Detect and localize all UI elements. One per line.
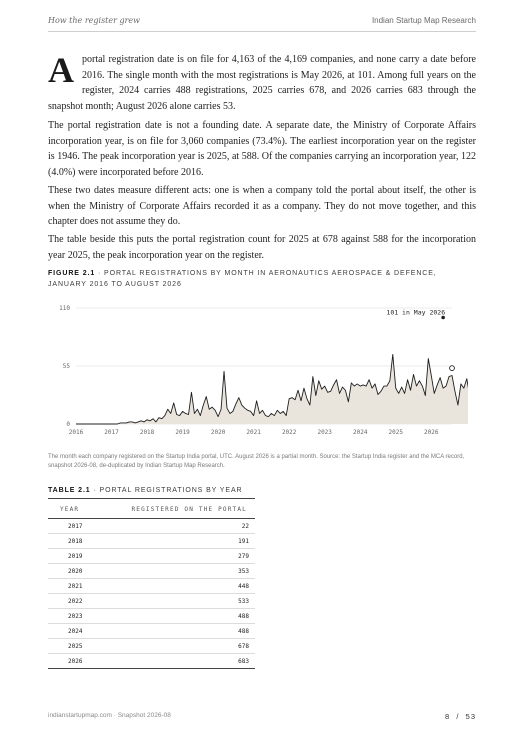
registrations-by-year-table xyxy=(48,498,255,669)
table-row xyxy=(48,534,255,549)
publication-name: Indian Startup Map Research xyxy=(371,16,476,25)
registered-count-cell: 191 xyxy=(97,534,255,549)
registered-count-cell: 683 xyxy=(97,654,255,669)
registered-count-cell: 22 xyxy=(97,519,255,534)
x-tick-label: 2023 xyxy=(317,429,332,436)
table-row xyxy=(48,654,255,669)
year-cell: 2020 xyxy=(48,564,97,579)
table-row xyxy=(48,519,255,534)
year-cell: 2019 xyxy=(48,549,97,564)
registered-count-cell: 488 xyxy=(97,624,255,639)
running-head xyxy=(48,16,476,32)
figure-label: FIGURE 2.1 xyxy=(48,270,96,277)
y-tick-label: 0 xyxy=(66,421,70,428)
registrations-area-chart xyxy=(48,296,468,444)
year-cell: 2018 xyxy=(48,534,97,549)
total-pages: 53 xyxy=(465,712,476,721)
table-label: TABLE 2.1 xyxy=(48,487,91,494)
table-row xyxy=(48,594,255,609)
x-tick-label: 2021 xyxy=(246,429,261,436)
registered-count-cell: 353 xyxy=(97,564,255,579)
x-tick-label: 2026 xyxy=(424,429,439,436)
table-row xyxy=(48,549,255,564)
page-number xyxy=(445,712,476,721)
year-cell: 2025 xyxy=(48,639,97,654)
table-header-row xyxy=(48,499,255,519)
table-row xyxy=(48,579,255,594)
y-tick-label: 110 xyxy=(59,305,70,312)
table-row xyxy=(48,639,255,654)
table-row xyxy=(48,624,255,639)
figure-source-note: The month each company registered on the Startup India portal, UTC. August 2026 is a partial month. Source: the Startup India register and the MCA record, snapshot 2026-08, de-duplicated by Indian Startup Map Research. xyxy=(48,454,465,469)
figure-caption xyxy=(48,268,476,290)
x-tick-label: 2017 xyxy=(104,429,119,436)
figure-title: · PORTAL REGISTRATIONS BY MONTH IN AERONAUTICS AEROSPACE & DEFENCE, JANUARY 2016 TO AUGUST 2026 xyxy=(48,270,437,288)
table-title: · PORTAL REGISTRATIONS BY YEAR xyxy=(93,487,243,494)
drop-cap: A xyxy=(48,50,74,90)
footer-site: indianstartupmap.com · Snapshot 2026-08 xyxy=(48,712,171,719)
registered-count-cell: 279 xyxy=(97,549,255,564)
year-cell: 2017 xyxy=(48,519,97,534)
year-cell: 2023 xyxy=(48,609,97,624)
paragraph-2: The portal registration date is not a founding date. A separate date, the Ministry of Corporate Affairs incorporation year, is on file for 3,060 companies (73.4%). The earliest incorporation year on the register is 1946. The peak incorporation year is 2025, at 588. Of the companies carrying an incorporation year, 122 (4.0%) were incorporated before 2016. xyxy=(48,120,476,178)
year-cell: 2026 xyxy=(48,654,97,669)
paragraph-1-text: portal registration date is on file for 4,163 of the 4,169 companies, and none carry a date before 2016. The single month with the most registrations is May 2026, at 101. Among full years on the register, 2024 carries 488 registrations, 2025 carries 678, and 2026 carries 683 through the snapshot month; August 2026 alone carries 53. xyxy=(48,54,476,112)
paragraph-1 xyxy=(48,52,476,114)
registered-count-cell: 488 xyxy=(97,609,255,624)
x-tick-label: 2022 xyxy=(281,429,297,436)
table-row xyxy=(48,609,255,624)
table-row xyxy=(48,564,255,579)
chapter-title: How the register grew xyxy=(48,16,141,25)
table-caption xyxy=(48,487,242,494)
x-tick-label: 2020 xyxy=(210,429,226,436)
end-point-marker xyxy=(450,366,455,371)
registered-count-cell: 678 xyxy=(97,639,255,654)
x-tick-label: 2024 xyxy=(352,429,368,436)
series-area xyxy=(76,317,468,424)
page-footer xyxy=(48,712,476,721)
paragraph-3: These two dates measure different acts: one is when a company told the portal about itself, the other is when the Ministry of Corporate Affairs recorded it as a company. They do not move together, and this chapter does not assume they do. xyxy=(48,185,476,227)
x-tick-label: 2025 xyxy=(388,429,403,436)
year-cell: 2022 xyxy=(48,594,97,609)
registered-count-cell: 448 xyxy=(97,579,255,594)
current-page: 8 xyxy=(445,712,451,721)
y-tick-label: 55 xyxy=(62,363,70,370)
year-cell: 2024 xyxy=(48,624,97,639)
column-header-year: YEAR xyxy=(48,499,97,519)
x-tick-label: 2019 xyxy=(175,429,190,436)
year-cell: 2021 xyxy=(48,579,97,594)
page-separator: / xyxy=(456,712,460,721)
registered-count-cell: 533 xyxy=(97,594,255,609)
x-tick-label: 2016 xyxy=(68,429,84,436)
column-header-registered: REGISTERED ON THE PORTAL xyxy=(97,499,255,519)
x-tick-label: 2018 xyxy=(139,429,155,436)
paragraph-4: The table beside this puts the portal registration count for 2025 at 678 against 588 for the incorporation year 2025, the peak incorporation year on the register. xyxy=(48,234,476,261)
peak-annotation: 101 in May 2026 xyxy=(386,308,446,317)
